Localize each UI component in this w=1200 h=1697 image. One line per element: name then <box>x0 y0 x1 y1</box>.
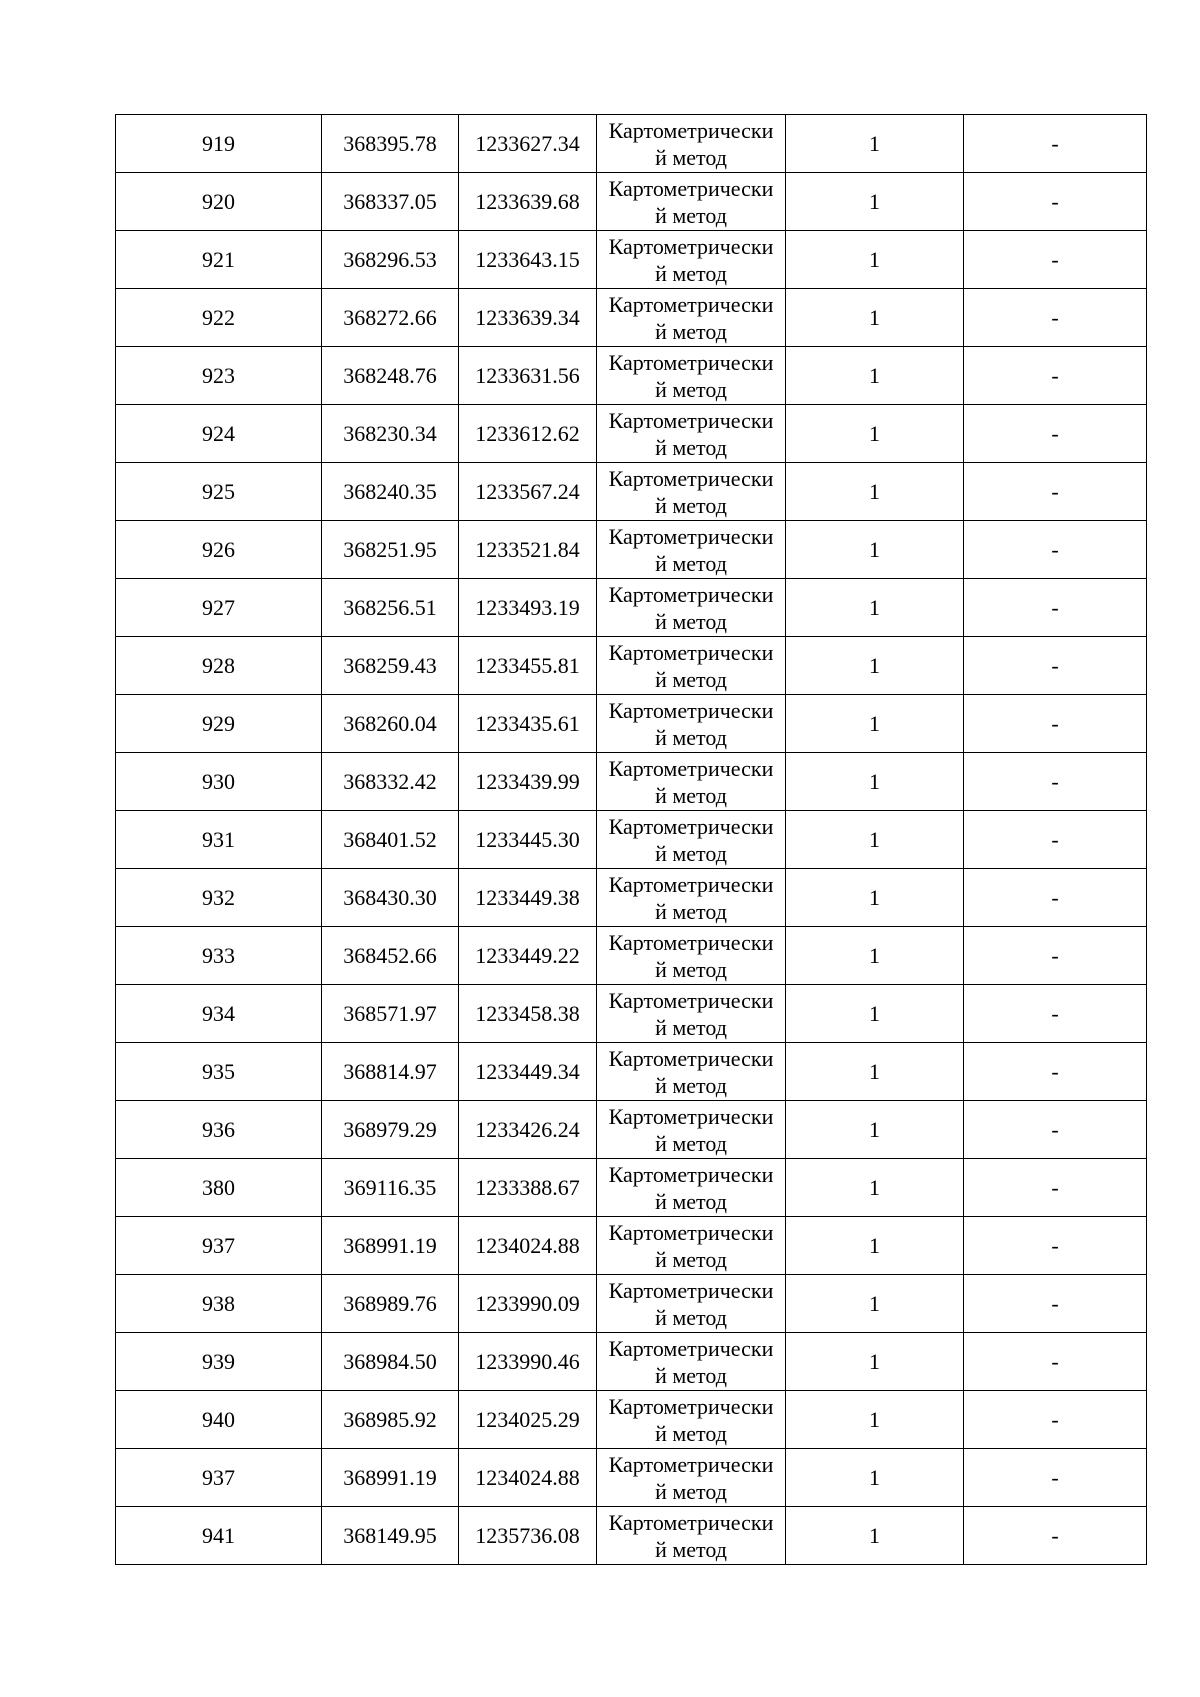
note-cell: - <box>964 231 1147 289</box>
x-coordinate-cell: 368571.97 <box>322 985 459 1043</box>
method-text-line: Картометрически <box>608 350 774 375</box>
method-text-line: Картометрически <box>608 582 774 607</box>
precision-cell: 1 <box>786 1159 964 1217</box>
method-cell <box>597 521 786 579</box>
table-row <box>116 1043 1147 1101</box>
method-cell <box>597 869 786 927</box>
y-coordinate-cell: 1233990.46 <box>459 1333 597 1391</box>
method-cell <box>597 1101 786 1159</box>
method-text-line: Картометрически <box>608 1336 774 1361</box>
x-coordinate-cell: 368991.19 <box>322 1217 459 1275</box>
method-text-line: й метод <box>655 1131 727 1156</box>
method-text-line: Картометрически <box>608 1394 774 1419</box>
y-coordinate-cell: 1234024.88 <box>459 1217 597 1275</box>
table-row <box>116 521 1147 579</box>
method-cell <box>597 1159 786 1217</box>
note-cell: - <box>964 1507 1147 1565</box>
method-cell <box>597 231 786 289</box>
table-row <box>116 1391 1147 1449</box>
table-row <box>116 869 1147 927</box>
method-text-line: й метод <box>655 1189 727 1214</box>
point-number-cell: 930 <box>116 753 322 811</box>
note-cell: - <box>964 1217 1147 1275</box>
method-text-line: Картометрически <box>608 1046 774 1071</box>
note-cell: - <box>964 637 1147 695</box>
table-row <box>116 463 1147 521</box>
method-text-line: Картометрически <box>608 118 774 143</box>
table-row <box>116 115 1147 173</box>
method-text-line: Картометрически <box>608 640 774 665</box>
method-text-line: й метод <box>655 1015 727 1040</box>
method-text-line: й метод <box>655 1363 727 1388</box>
method-text-line: й метод <box>655 1479 727 1504</box>
method-text-line: й метод <box>655 1247 727 1272</box>
y-coordinate-cell: 1233990.09 <box>459 1275 597 1333</box>
method-text-line: Картометрически <box>608 524 774 549</box>
method-cell <box>597 1333 786 1391</box>
x-coordinate-cell: 368259.43 <box>322 637 459 695</box>
note-cell: - <box>964 115 1147 173</box>
method-cell <box>597 115 786 173</box>
x-coordinate-cell: 368989.76 <box>322 1275 459 1333</box>
x-coordinate-cell: 368395.78 <box>322 115 459 173</box>
method-text-line: й метод <box>655 957 727 982</box>
table-row <box>116 695 1147 753</box>
method-text-line: Картометрически <box>608 1162 774 1187</box>
point-number-cell: 926 <box>116 521 322 579</box>
note-cell: - <box>964 927 1147 985</box>
table-row <box>116 231 1147 289</box>
note-cell: - <box>964 463 1147 521</box>
y-coordinate-cell: 1233639.34 <box>459 289 597 347</box>
precision-cell: 1 <box>786 463 964 521</box>
method-cell <box>597 405 786 463</box>
method-text-line: й метод <box>655 725 727 750</box>
y-coordinate-cell: 1233388.67 <box>459 1159 597 1217</box>
point-number-cell: 919 <box>116 115 322 173</box>
table-row <box>116 1217 1147 1275</box>
table-row <box>116 1507 1147 1565</box>
x-coordinate-cell: 368332.42 <box>322 753 459 811</box>
precision-cell: 1 <box>786 985 964 1043</box>
precision-cell: 1 <box>786 405 964 463</box>
table-row <box>116 579 1147 637</box>
method-cell <box>597 637 786 695</box>
point-number-cell: 921 <box>116 231 322 289</box>
y-coordinate-cell: 1233449.22 <box>459 927 597 985</box>
y-coordinate-cell: 1233439.99 <box>459 753 597 811</box>
note-cell: - <box>964 1043 1147 1101</box>
method-cell <box>597 695 786 753</box>
point-number-cell: 933 <box>116 927 322 985</box>
method-cell <box>597 811 786 869</box>
point-number-cell: 924 <box>116 405 322 463</box>
table-row <box>116 1101 1147 1159</box>
precision-cell: 1 <box>786 347 964 405</box>
y-coordinate-cell: 1233631.56 <box>459 347 597 405</box>
x-coordinate-cell: 368430.30 <box>322 869 459 927</box>
table-row <box>116 1333 1147 1391</box>
table-row <box>116 811 1147 869</box>
y-coordinate-cell: 1233567.24 <box>459 463 597 521</box>
point-number-cell: 928 <box>116 637 322 695</box>
note-cell: - <box>964 173 1147 231</box>
note-cell: - <box>964 405 1147 463</box>
x-coordinate-cell: 368272.66 <box>322 289 459 347</box>
method-text-line: Картометрически <box>608 698 774 723</box>
y-coordinate-cell: 1233521.84 <box>459 521 597 579</box>
x-coordinate-cell: 368985.92 <box>322 1391 459 1449</box>
precision-cell: 1 <box>786 753 964 811</box>
method-text-line: й метод <box>655 783 727 808</box>
point-number-cell: 380 <box>116 1159 322 1217</box>
note-cell: - <box>964 1449 1147 1507</box>
precision-cell: 1 <box>786 1507 964 1565</box>
method-cell <box>597 985 786 1043</box>
note-cell: - <box>964 1333 1147 1391</box>
method-text-line: Картометрически <box>608 292 774 317</box>
method-cell <box>597 753 786 811</box>
x-coordinate-cell: 368401.52 <box>322 811 459 869</box>
x-coordinate-cell: 369116.35 <box>322 1159 459 1217</box>
y-coordinate-cell: 1233455.81 <box>459 637 597 695</box>
note-cell: - <box>964 289 1147 347</box>
point-number-cell: 940 <box>116 1391 322 1449</box>
precision-cell: 1 <box>786 1043 964 1101</box>
precision-cell: 1 <box>786 869 964 927</box>
note-cell: - <box>964 1101 1147 1159</box>
precision-cell: 1 <box>786 1449 964 1507</box>
method-text-line: Картометрически <box>608 1278 774 1303</box>
method-text-line: й метод <box>655 203 727 228</box>
point-number-cell: 923 <box>116 347 322 405</box>
method-text-line: Картометрически <box>608 988 774 1013</box>
method-text-line: Картометрически <box>608 408 774 433</box>
x-coordinate-cell: 368256.51 <box>322 579 459 637</box>
note-cell: - <box>964 811 1147 869</box>
precision-cell: 1 <box>786 927 964 985</box>
method-cell <box>597 579 786 637</box>
method-text-line: й метод <box>655 145 727 170</box>
x-coordinate-cell: 368248.76 <box>322 347 459 405</box>
point-number-cell: 925 <box>116 463 322 521</box>
y-coordinate-cell: 1233445.30 <box>459 811 597 869</box>
method-cell <box>597 1391 786 1449</box>
method-text-line: й метод <box>655 667 727 692</box>
point-number-cell: 935 <box>116 1043 322 1101</box>
table-body <box>116 115 1147 1565</box>
method-text-line: й метод <box>655 841 727 866</box>
x-coordinate-cell: 368814.97 <box>322 1043 459 1101</box>
method-text-line: Картометрически <box>608 1510 774 1535</box>
table-row <box>116 405 1147 463</box>
method-text-line: Картометрически <box>608 930 774 955</box>
precision-cell: 1 <box>786 521 964 579</box>
method-cell <box>597 927 786 985</box>
table-row <box>116 637 1147 695</box>
y-coordinate-cell: 1233639.68 <box>459 173 597 231</box>
method-text-line: й метод <box>655 1073 727 1098</box>
x-coordinate-cell: 368149.95 <box>322 1507 459 1565</box>
x-coordinate-cell: 368260.04 <box>322 695 459 753</box>
method-text-line: й метод <box>655 261 727 286</box>
y-coordinate-cell: 1233458.38 <box>459 985 597 1043</box>
precision-cell: 1 <box>786 289 964 347</box>
note-cell: - <box>964 869 1147 927</box>
y-coordinate-cell: 1235736.08 <box>459 1507 597 1565</box>
method-cell <box>597 1449 786 1507</box>
note-cell: - <box>964 695 1147 753</box>
method-text-line: Картометрически <box>608 466 774 491</box>
point-number-cell: 938 <box>116 1275 322 1333</box>
note-cell: - <box>964 1275 1147 1333</box>
note-cell: - <box>964 521 1147 579</box>
point-number-cell: 927 <box>116 579 322 637</box>
precision-cell: 1 <box>786 1391 964 1449</box>
method-text-line: й метод <box>655 1305 727 1330</box>
method-text-line: Картометрически <box>608 872 774 897</box>
precision-cell: 1 <box>786 1275 964 1333</box>
table-row <box>116 289 1147 347</box>
x-coordinate-cell: 368984.50 <box>322 1333 459 1391</box>
method-cell <box>597 173 786 231</box>
precision-cell: 1 <box>786 579 964 637</box>
method-text-line: Картометрически <box>608 1220 774 1245</box>
method-text-line: й метод <box>655 551 727 576</box>
table-row <box>116 1449 1147 1507</box>
method-cell <box>597 289 786 347</box>
y-coordinate-cell: 1233612.62 <box>459 405 597 463</box>
method-text-line: й метод <box>655 1421 727 1446</box>
point-number-cell: 937 <box>116 1449 322 1507</box>
table-row <box>116 1159 1147 1217</box>
method-text-line: й метод <box>655 319 727 344</box>
x-coordinate-cell: 368240.35 <box>322 463 459 521</box>
method-cell <box>597 463 786 521</box>
note-cell: - <box>964 1159 1147 1217</box>
table-row <box>116 985 1147 1043</box>
y-coordinate-cell: 1233449.34 <box>459 1043 597 1101</box>
y-coordinate-cell: 1233643.15 <box>459 231 597 289</box>
x-coordinate-cell: 368337.05 <box>322 173 459 231</box>
x-coordinate-cell: 368230.34 <box>322 405 459 463</box>
method-cell <box>597 1275 786 1333</box>
table-row <box>116 1275 1147 1333</box>
x-coordinate-cell: 368296.53 <box>322 231 459 289</box>
point-number-cell: 922 <box>116 289 322 347</box>
method-text-line: Картометрически <box>608 1452 774 1477</box>
method-text-line: й метод <box>655 377 727 402</box>
method-text-line: Картометрически <box>608 1104 774 1129</box>
precision-cell: 1 <box>786 115 964 173</box>
x-coordinate-cell: 368452.66 <box>322 927 459 985</box>
y-coordinate-cell: 1233435.61 <box>459 695 597 753</box>
precision-cell: 1 <box>786 637 964 695</box>
method-text-line: й метод <box>655 1537 727 1562</box>
method-cell <box>597 1507 786 1565</box>
note-cell: - <box>964 753 1147 811</box>
precision-cell: 1 <box>786 231 964 289</box>
note-cell: - <box>964 579 1147 637</box>
method-cell <box>597 1217 786 1275</box>
y-coordinate-cell: 1234024.88 <box>459 1449 597 1507</box>
point-number-cell: 936 <box>116 1101 322 1159</box>
method-text-line: Картометрически <box>608 176 774 201</box>
method-text-line: Картометрически <box>608 234 774 259</box>
point-number-cell: 920 <box>116 173 322 231</box>
note-cell: - <box>964 1391 1147 1449</box>
table-row <box>116 173 1147 231</box>
point-number-cell: 937 <box>116 1217 322 1275</box>
x-coordinate-cell: 368991.19 <box>322 1449 459 1507</box>
x-coordinate-cell: 368251.95 <box>322 521 459 579</box>
table-row <box>116 753 1147 811</box>
precision-cell: 1 <box>786 1333 964 1391</box>
y-coordinate-cell: 1233493.19 <box>459 579 597 637</box>
coordinates-table <box>115 114 1147 1565</box>
precision-cell: 1 <box>786 173 964 231</box>
point-number-cell: 939 <box>116 1333 322 1391</box>
precision-cell: 1 <box>786 695 964 753</box>
point-number-cell: 929 <box>116 695 322 753</box>
y-coordinate-cell: 1233449.38 <box>459 869 597 927</box>
method-text-line: й метод <box>655 493 727 518</box>
point-number-cell: 931 <box>116 811 322 869</box>
method-text-line: й метод <box>655 609 727 634</box>
y-coordinate-cell: 1233426.24 <box>459 1101 597 1159</box>
method-text-line: Картометрически <box>608 814 774 839</box>
table-row <box>116 927 1147 985</box>
y-coordinate-cell: 1233627.34 <box>459 115 597 173</box>
point-number-cell: 934 <box>116 985 322 1043</box>
precision-cell: 1 <box>786 811 964 869</box>
method-text-line: й метод <box>655 899 727 924</box>
note-cell: - <box>964 347 1147 405</box>
method-text-line: й метод <box>655 435 727 460</box>
method-text-line: Картометрически <box>608 756 774 781</box>
method-cell <box>597 347 786 405</box>
point-number-cell: 941 <box>116 1507 322 1565</box>
point-number-cell: 932 <box>116 869 322 927</box>
method-cell <box>597 1043 786 1101</box>
precision-cell: 1 <box>786 1217 964 1275</box>
note-cell: - <box>964 985 1147 1043</box>
x-coordinate-cell: 368979.29 <box>322 1101 459 1159</box>
y-coordinate-cell: 1234025.29 <box>459 1391 597 1449</box>
table-row <box>116 347 1147 405</box>
precision-cell: 1 <box>786 1101 964 1159</box>
